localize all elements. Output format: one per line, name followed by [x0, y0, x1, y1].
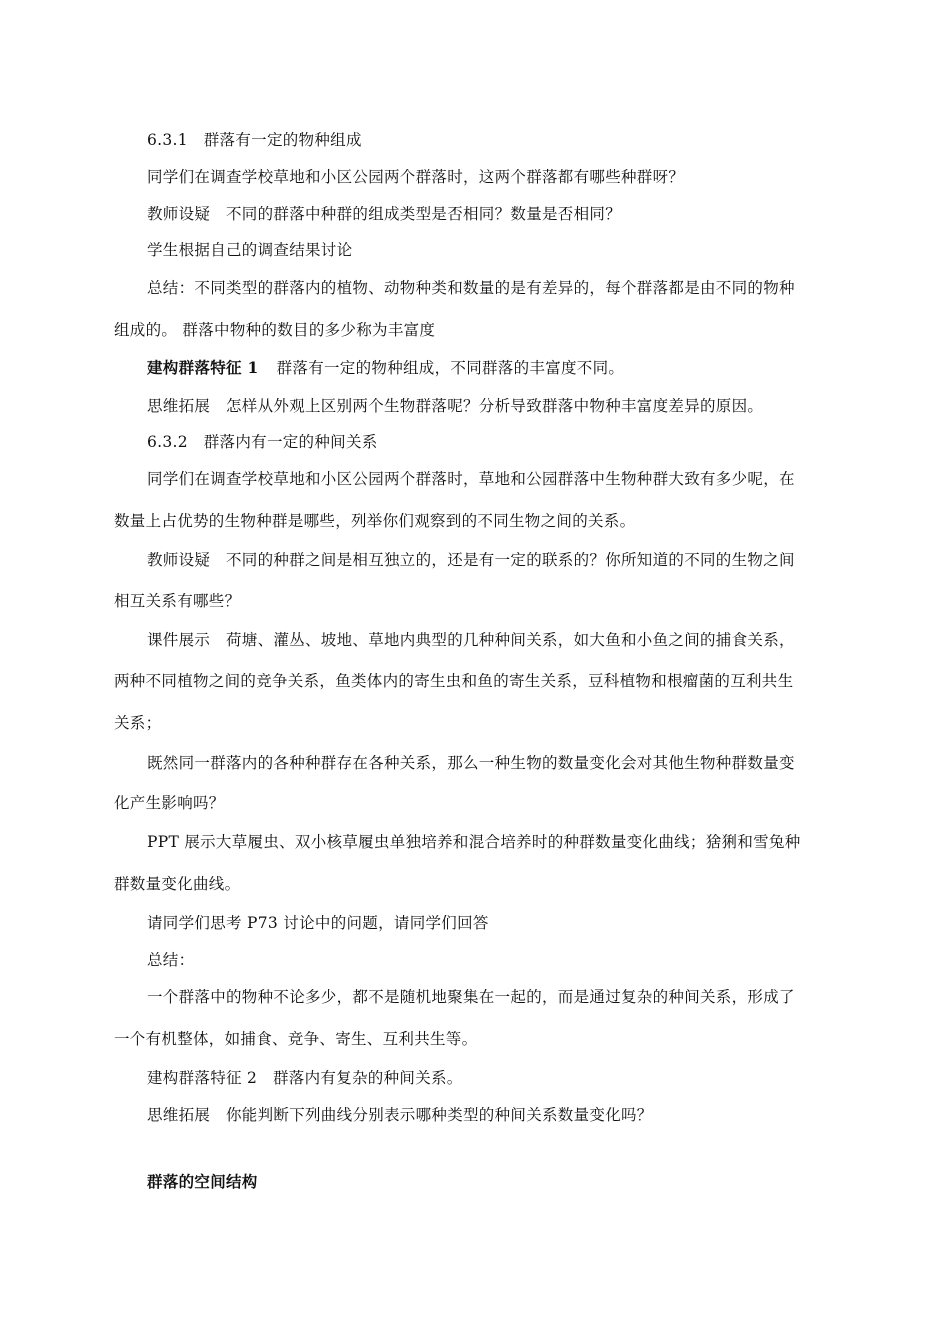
- paragraph-line: 一个群落中的物种不论多少，都不是随机地聚集在一起的，而是通过复杂的种间关系，形成了: [147, 988, 795, 1006]
- paragraph-line: 群数量变化曲线。: [114, 875, 241, 893]
- paragraph-line: 请同学们思考 P73 讨论中的问题，请同学们回答: [147, 914, 489, 932]
- paragraph-line: 同学们在调查学校草地和小区公园两个群落时，这两个群落都有哪些种群呀？: [147, 168, 685, 186]
- paragraph-line: 课件展示 荷塘、灌丛、坡地、草地内典型的几种种间关系，如大鱼和小鱼之间的捕食关系，: [147, 631, 795, 649]
- paragraph-line: 总结：不同类型的群落内的植物、动物种类和数量的是有差异的，每个群落都是由不同的物种: [147, 279, 795, 297]
- paragraph-line: 思维拓展 怎样从外观上区别两个生物群落呢？分析导致群落中物种丰富度差异的原因。: [147, 397, 764, 415]
- paragraph-line: 相互关系有哪些？: [114, 592, 241, 610]
- paragraph-line: 两种不同植物之间的竞争关系，鱼类体内的寄生虫和鱼的寄生关系，豆科植物和根瘤菌的互利共生: [114, 672, 794, 690]
- paragraph-line: 教师设疑 不同的群落中种群的组成类型是否相同？数量是否相同？: [147, 205, 622, 223]
- feature-1-text: 群落有一定的物种组成，不同群落的丰富度不同。: [276, 359, 625, 377]
- section-heading-6-3-1: 6.3.1 群落有一定的物种组成: [147, 131, 362, 149]
- section-heading-6-3-2: 6.3.2 群落内有一定的种间关系: [147, 433, 378, 451]
- paragraph-line: PPT 展示大草履虫、双小核草履虫单独培养和混合培养时的种群数量变化曲线；猞猁和雪兔种: [147, 833, 801, 851]
- paragraph-line: 组成的。 群落中物种的数目的多少称为丰富度: [114, 321, 436, 339]
- paragraph-line: 化产生影响吗？: [114, 794, 225, 812]
- feature-1-line: [147, 358, 624, 378]
- paragraph-line: 思维拓展 你能判断下列曲线分别表示哪种类型的种间关系数量变化吗？: [147, 1106, 653, 1124]
- feature-2-line: 建构群落特征 2 群落内有复杂的种间关系。: [147, 1069, 463, 1087]
- paragraph-line: 一个有机整体，如捕食、竞争、寄生、互利共生等。: [114, 1030, 478, 1048]
- feature-1-label: 建构群落特征 1: [147, 358, 259, 377]
- paragraph-line: 数量上占优势的生物种群是哪些，列举你们观察到的不同生物之间的关系。: [114, 512, 636, 530]
- paragraph-line: 总结：: [147, 951, 195, 969]
- paragraph-line: 关系；: [114, 714, 162, 732]
- paragraph-line: 学生根据自己的调查结果讨论: [147, 241, 353, 259]
- paragraph-line: 教师设疑 不同的种群之间是相互独立的，还是有一定的联系的？你所知道的不同的生物之间: [147, 551, 795, 569]
- paragraph-line: 既然同一群落内的各种种群存在各种关系，那么一种生物的数量变化会对其他生物种群数量变: [147, 754, 795, 772]
- paragraph-line: 同学们在调查学校草地和小区公园两个群落时，草地和公园群落中生物种群大致有多少呢，在: [147, 470, 795, 488]
- section-heading-space-structure: 群落的空间结构: [147, 1172, 258, 1191]
